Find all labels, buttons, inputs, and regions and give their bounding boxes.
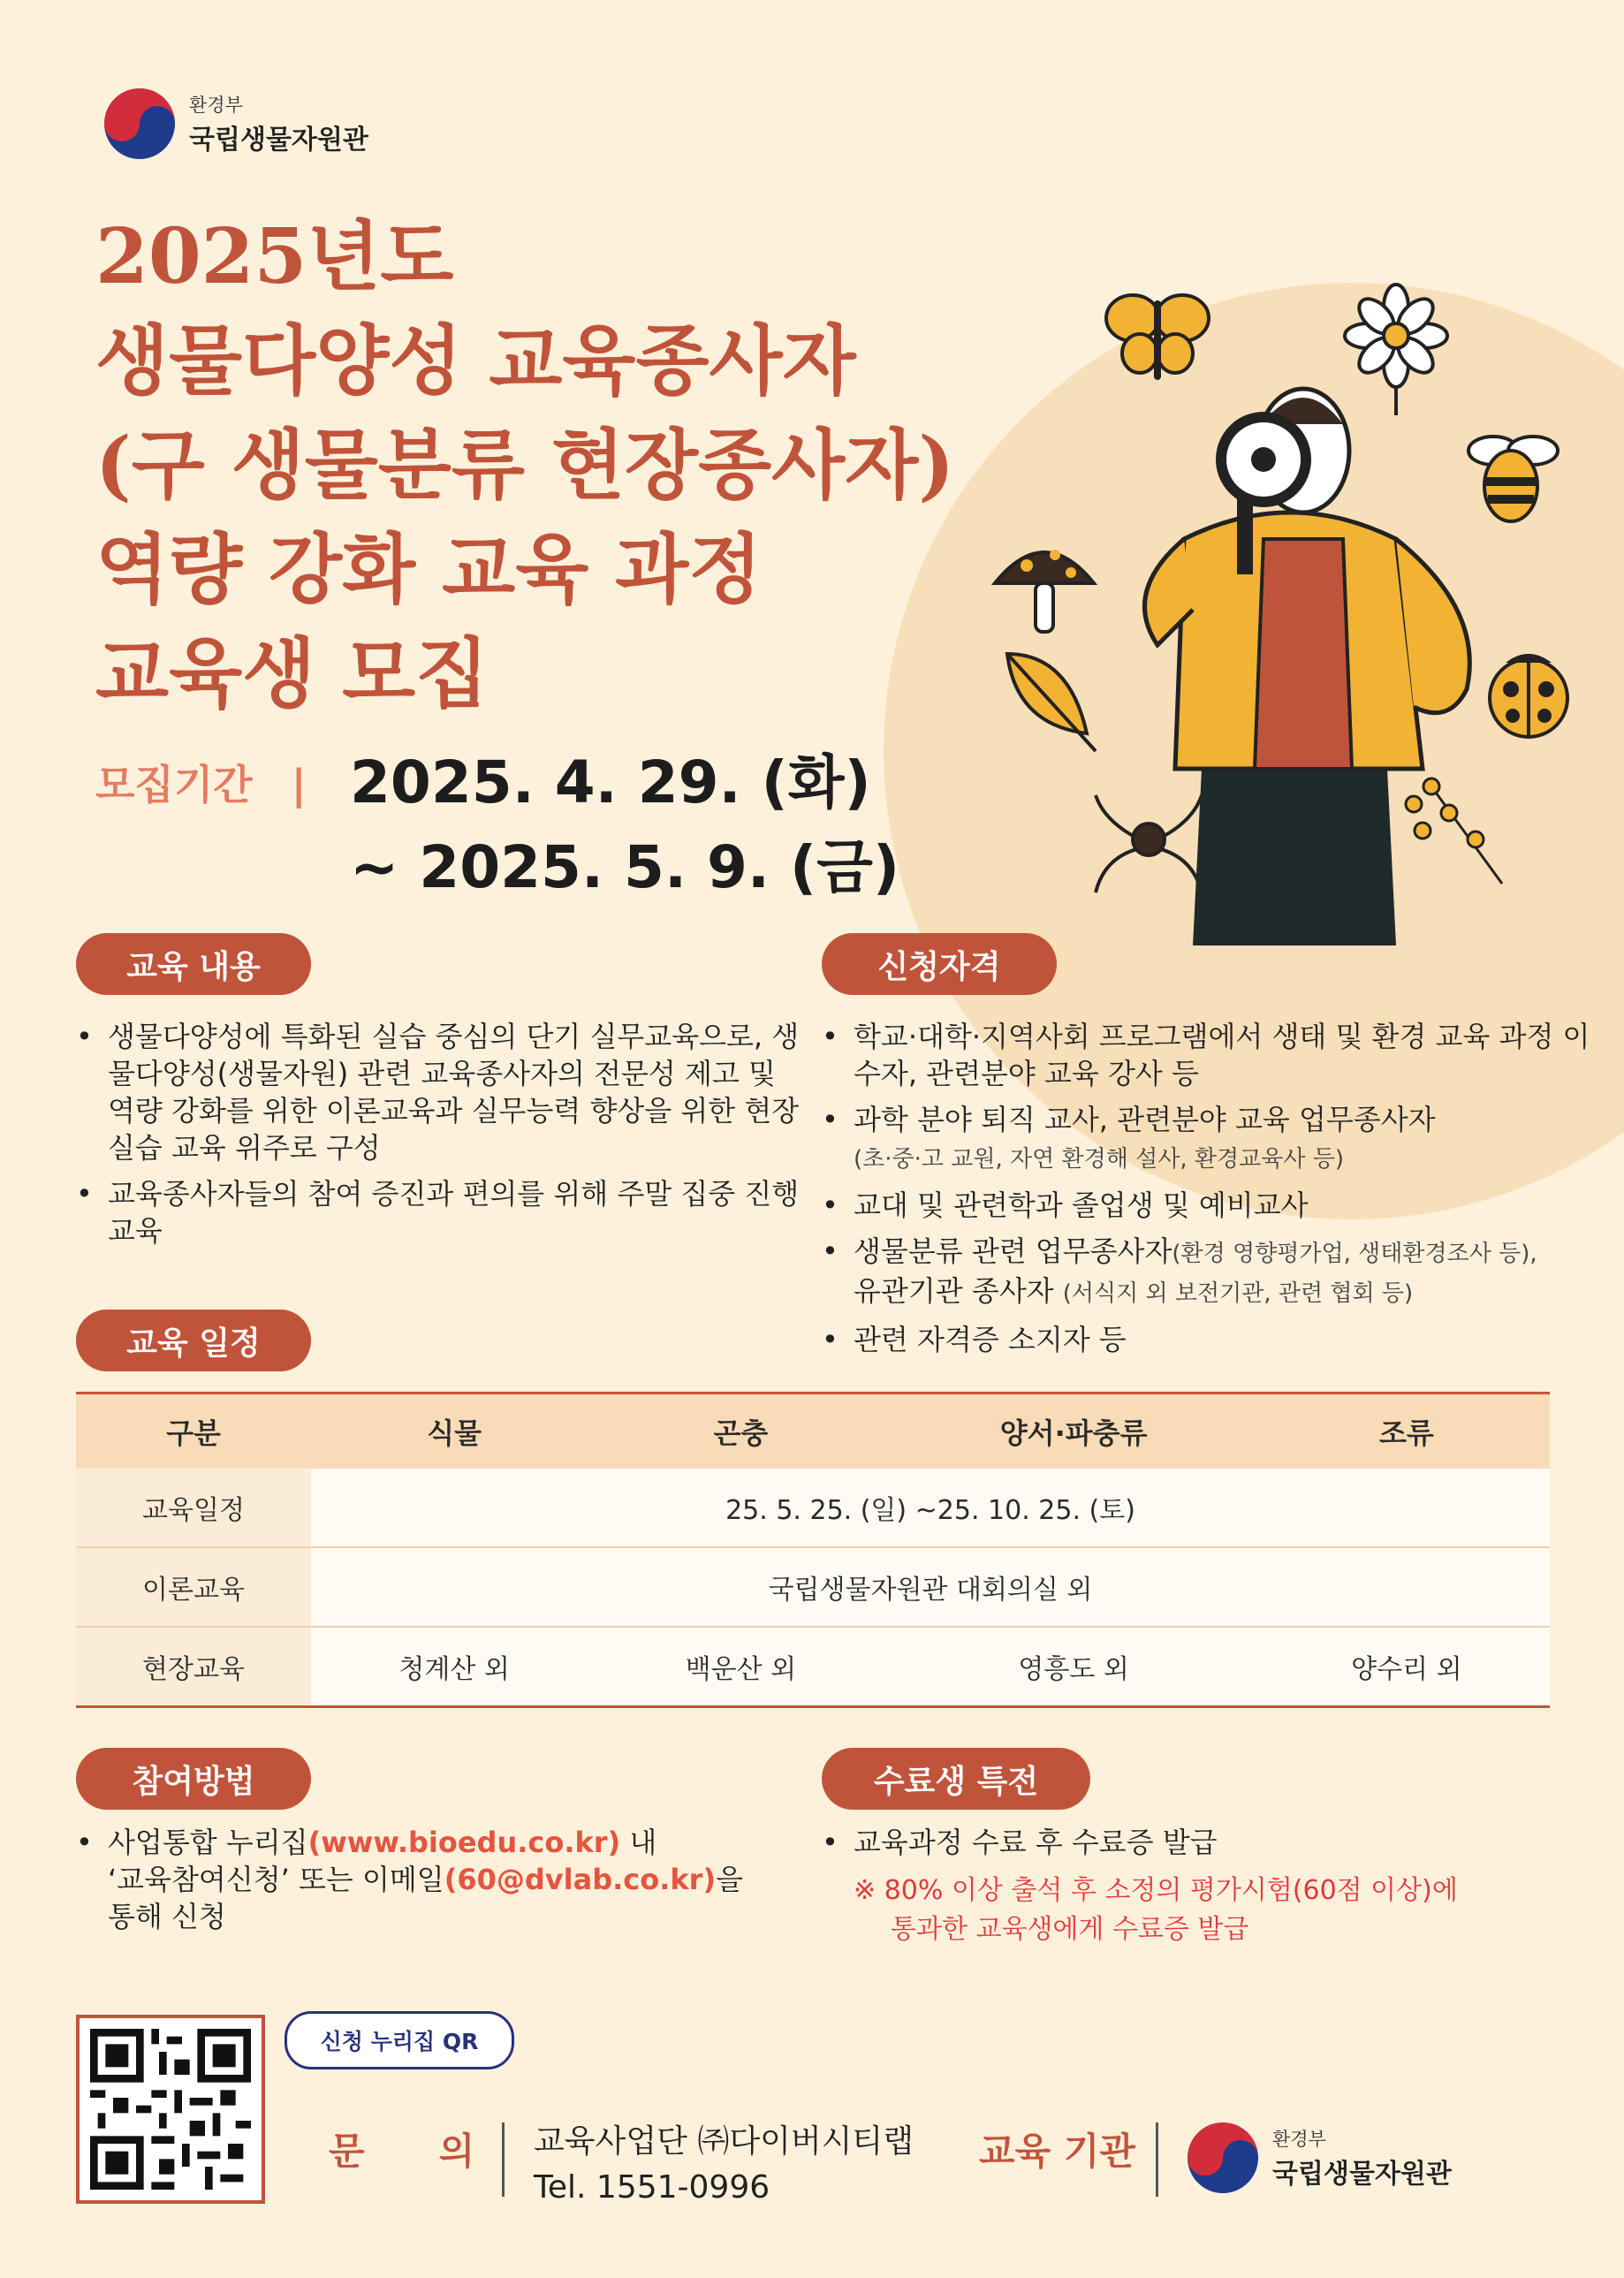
participation-text-b: 내: [620, 1826, 657, 1859]
table-header: 식물: [311, 1393, 597, 1469]
participation-url-link[interactable]: (www.bioedu.co.kr): [307, 1826, 621, 1859]
content-item: • 생물다양성에 특화된 실습 중심의 단기 실무교육으로, 생물다양성(생물자원) 관련 교육종사자의 전문성 제고 및 역량 강화를 위한 이론교육과 실무능력 향상을 위한 현장실습 교육 위주로 구성: [76, 1018, 801, 1166]
participation-list: [76, 1824, 801, 1944]
institution-label: 교육 기관: [979, 2130, 1135, 2173]
table-cell: 청계산 외: [311, 1627, 597, 1707]
butterfly-icon: [1106, 295, 1209, 380]
eligibility-heading: 신청자격: [822, 933, 1057, 995]
row-label: 교육일정: [76, 1469, 311, 1547]
divider: [1156, 2122, 1158, 2197]
schedule-table: [76, 1392, 1550, 1708]
table-header: 곤충: [597, 1393, 884, 1469]
participation-text-d: 을: [716, 1863, 743, 1896]
table-cell: 국립생물자원관 대회의실 외: [311, 1547, 1550, 1627]
spider-icon: [1096, 795, 1202, 892]
table-row: [76, 1547, 1550, 1627]
period-label: [95, 753, 307, 811]
table-cell: 양수리 외: [1264, 1627, 1550, 1707]
table-cell: 25. 5. 25. (일) ~25. 10. 25. (토): [311, 1469, 1550, 1547]
qr-code[interactable]: [76, 2015, 265, 2204]
footer-logo: [1188, 2122, 1452, 2193]
berry-branch-icon: [1406, 778, 1502, 884]
eligibility-item-2: 과학 분야 퇴직 교사, 관련분야 교육 업무종사자: [854, 1103, 1436, 1136]
footer-logo-ministry: 환경부: [1272, 2129, 1326, 2150]
participation-text-c: ‘교육참여신청’ 또는 이메일: [108, 1863, 444, 1896]
table-row: [76, 1627, 1550, 1707]
content-list: [76, 1018, 801, 1258]
eligibility-item-2-sub: (초·중·고 교원, 자연 환경해 설사, 환경교육사 등): [854, 1146, 1345, 1173]
title-line-3: (구 생물분류 현장종사자): [95, 421, 955, 510]
eligibility-item: • 학교·대학·지역사회 프로그램에서 생태 및 환경 교육 과정 이수자, 관련분야 교육 강사 등: [822, 1018, 1599, 1092]
participation-heading: 참여방법: [76, 1748, 311, 1810]
title-line-1: 2025년도: [95, 212, 454, 301]
content-item: • 교육종사자들의 참여 증진과 편의를 위해 주말 집중 진행 교육: [76, 1175, 801, 1249]
person-with-magnifier-icon: [1144, 389, 1469, 945]
daisy-icon: [1345, 285, 1447, 415]
period-start: 2025. 4. 29. (화): [350, 748, 871, 816]
eligibility-item: [822, 1101, 1599, 1178]
benefit-note-line2: 통과한 교육생에게 수료증 발급: [891, 1914, 1249, 1945]
table-cell: 영흥도 외: [884, 1627, 1264, 1707]
row-label: 현장교육: [76, 1627, 311, 1707]
title-line-2: 생물다양성 교육종사자: [95, 316, 856, 406]
period-label-text: 모집기간: [95, 761, 253, 809]
footer-logo-institute: 국립생물자원관: [1272, 2159, 1452, 2190]
eligibility-item-4: 생물분류 관련 업무종사자: [854, 1234, 1172, 1268]
content-heading: 교육 내용: [76, 933, 311, 995]
participation-item: [76, 1824, 801, 1935]
benefit-item: • 교육과정 수료 후 수료증 발급: [822, 1824, 1599, 1861]
mushroom-icon: [995, 550, 1094, 632]
table-row: [76, 1469, 1550, 1547]
eligibility-item-4-sub: (환경 영향평가업, 생태환경조사 등),: [1172, 1241, 1537, 1267]
eligibility-item: • 관련 자격증 소지자 등: [822, 1321, 1599, 1358]
taegeuk-emblem-icon: [1188, 2122, 1258, 2193]
benefit-heading: 수료생 특전: [822, 1748, 1090, 1810]
table-header: 양서·파충류: [884, 1393, 1264, 1469]
eligibility-list: [822, 1018, 1599, 1367]
benefit-note-line1: ※ 80% 이상 출석 후 소정의 평가시험(60점 이상)에: [854, 1875, 1458, 1906]
eligibility-item-4b: 유관기관 종사자: [854, 1274, 1054, 1308]
divider: [502, 2122, 505, 2197]
page-title: [95, 205, 954, 726]
inquiry-label: 문 의: [329, 2130, 475, 2173]
table-header: 조류: [1264, 1393, 1550, 1469]
qr-code-icon: [90, 2029, 251, 2190]
title-line-5: 교육생 모집: [95, 629, 489, 718]
header-logo: [104, 88, 368, 159]
logo-ministry: 환경부: [189, 95, 243, 116]
schedule-heading: 교육 일정: [76, 1310, 311, 1371]
benefit-list: [822, 1824, 1599, 1870]
eligibility-item: • 교대 및 관련학과 졸업생 및 예비교사: [822, 1187, 1599, 1224]
eligibility-item: [822, 1233, 1599, 1312]
participation-text-e: 통해 신청: [108, 1900, 226, 1933]
table-header: 구분: [76, 1393, 311, 1469]
period-end: ~ 2025. 5. 9. (금): [350, 833, 900, 901]
taegeuk-emblem-icon: [104, 88, 175, 159]
leaf-icon: [1007, 654, 1096, 751]
inquiry-info: [534, 2119, 914, 2211]
row-label: 이론교육: [76, 1547, 311, 1627]
inquiry-tel[interactable]: Tel. 1551-0996: [534, 2169, 770, 2206]
period-separator: |: [291, 761, 307, 809]
table-cell: 백운산 외: [597, 1627, 884, 1707]
table-header-row: [76, 1393, 1550, 1469]
eligibility-item-4b-sub: (서식지 외 보전기관, 관련 협회 등): [1062, 1280, 1414, 1307]
qr-label: 신청 누리집 QR: [285, 2011, 514, 2069]
participation-text-a: 사업통합 누리집: [108, 1826, 308, 1859]
bee-icon: [1468, 437, 1558, 521]
ladybug-icon: [1490, 654, 1567, 737]
participation-email-link[interactable]: (60@dvlab.co.kr): [444, 1863, 717, 1896]
logo-institute: 국립생물자원관: [189, 125, 368, 156]
benefit-note: [854, 1872, 1458, 1949]
title-line-4: 역량 강화 교육 과정: [95, 525, 763, 614]
researcher-illustration: [972, 274, 1590, 945]
inquiry-org: 교육사업단 ㈜다이버시티랩: [534, 2123, 914, 2160]
period-dates: [350, 740, 899, 910]
